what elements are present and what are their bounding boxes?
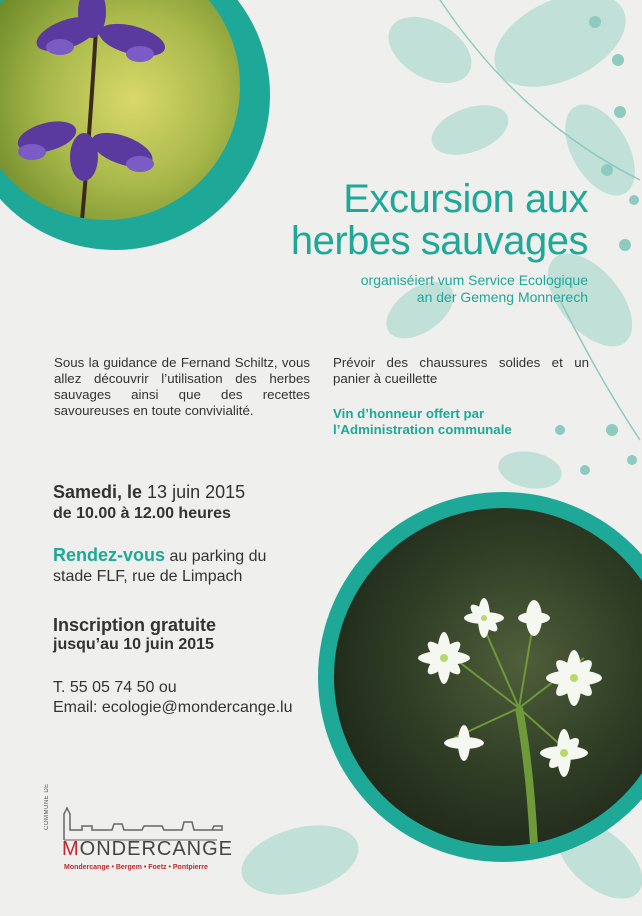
subtitle-line-1: organiséiert vum Service Ecologique [360,272,588,288]
date-day-prefix: Samedi, le [53,482,143,502]
inscription-deadline: jusqu’au 10 juin 2015 [53,636,214,653]
date-time: de 10.00 à 12.00 heures [53,505,231,522]
title-line-2: herbes sauvages [290,219,588,263]
intro-paragraph: Sous la guidance de Fernand Schiltz, vous allez découvrir l’utilisation des herbes sauvages ainsi que des recettes savoureuses en toute convivialité. [54,355,310,418]
event-date [53,482,245,524]
page-title [291,178,588,262]
meeting-place-line-1: au parking du [165,548,267,565]
contact-info [53,678,292,718]
inscription-info [53,615,216,655]
contact-email[interactable]: Email: ecologie@mondercange.lu [53,699,293,716]
logo-towns: Mondercange • Bergem • Foetz • Pontpierre [64,864,208,871]
meeting-label: Rendez-vous [53,545,166,565]
inscription-label: Inscription gratuite [53,615,217,635]
logo-commune-label: COMMUNE DE [44,783,50,830]
subtitle [361,272,588,306]
subtitle-line-2: an der Gemeng Monnerech [416,289,588,305]
vin-line-1: Vin d’honneur offert par [333,406,485,421]
vin-honneur-note [333,406,593,438]
equipment-paragraph: Prévoir des chaussures solides et un panier à cueillette [333,355,589,386]
vin-line-2: l’Administration communale [333,422,512,437]
meeting-point [53,545,266,587]
logo-name [62,838,233,861]
contact-phone[interactable]: T. 55 05 74 50 ou [53,679,177,696]
date-day: 13 juin 2015 [142,482,246,502]
logo-name-rest: ONDERCANGE [79,838,234,860]
meeting-place-line-2: stade FLF, rue de Limpach [53,568,243,585]
title-line-1: Excursion aux [343,177,588,221]
logo-initial: M [62,838,80,860]
